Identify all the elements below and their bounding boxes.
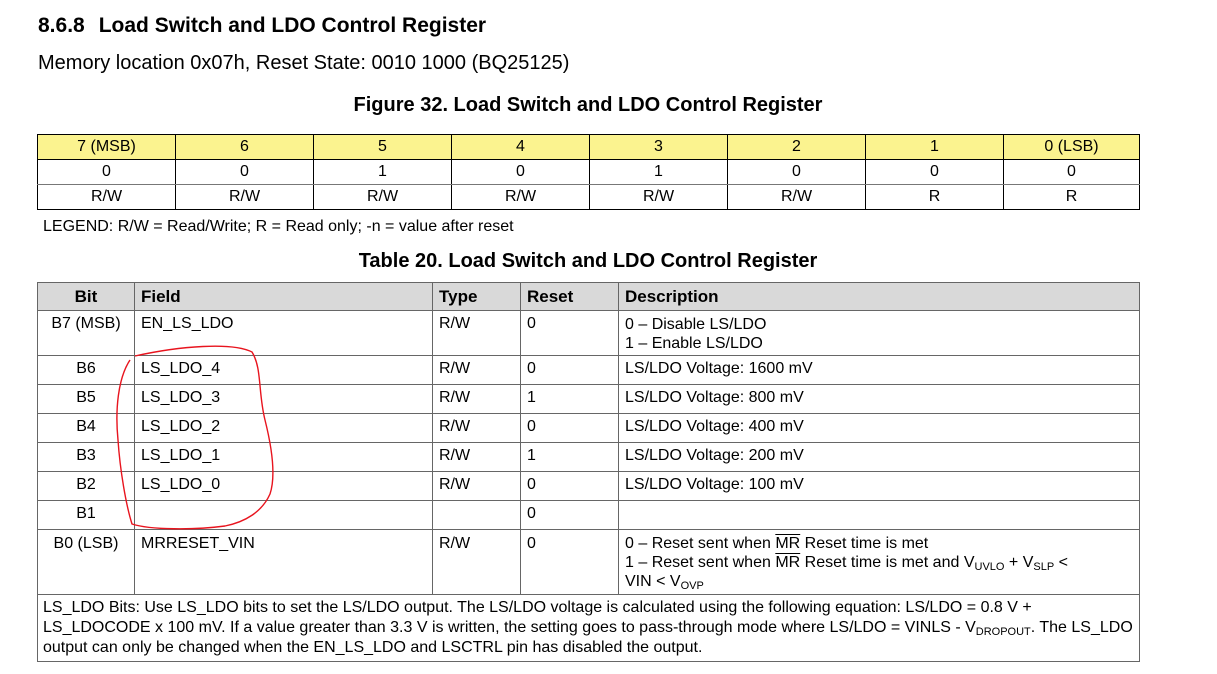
mr-overbar-text: $\overline{MR}$ bbox=[775, 535, 801, 552]
register-access-value: R/W bbox=[314, 185, 452, 210]
register-access-value: R/W bbox=[590, 185, 728, 210]
col-header-bit: Bit bbox=[38, 283, 135, 311]
row-type: R/W bbox=[433, 530, 521, 595]
row-field bbox=[135, 501, 433, 530]
row-description bbox=[619, 530, 1140, 595]
section-title: Load Switch and LDO Control Register bbox=[98, 14, 487, 37]
register-bit-2: 2 bbox=[728, 135, 866, 160]
col-header-reset: Reset bbox=[521, 283, 619, 311]
row-field: LS_LDO_2 bbox=[135, 414, 433, 443]
register-access-value: R/W bbox=[38, 185, 176, 210]
register-reset-value: 1 bbox=[314, 160, 452, 185]
row-field: LS_LDO_3 bbox=[135, 385, 433, 414]
row-description: LS/LDO Voltage: 1600 mV bbox=[619, 356, 1140, 385]
register-bit-header-row bbox=[38, 135, 1140, 160]
row-reset: 0 bbox=[521, 472, 619, 501]
description-line: 1 – Reset sent when $\overline{MR}$ Reset time is met and $V_{UVLO} + V_{SLP}$ < bbox=[625, 554, 1068, 573]
col-header-description: Description bbox=[619, 283, 1140, 311]
table-caption: Table 20. Load Switch and LDO Control Register bbox=[358, 250, 818, 272]
row-description bbox=[619, 311, 1140, 356]
row-bit: B0 (LSB) bbox=[38, 530, 135, 595]
row-bit: B4 bbox=[38, 414, 135, 443]
register-reset-value: 0 bbox=[38, 160, 176, 185]
row-reset: 1 bbox=[521, 385, 619, 414]
table-row bbox=[38, 501, 1140, 530]
table-row bbox=[38, 356, 1140, 385]
register-access-value: R/W bbox=[176, 185, 314, 210]
row-bit: B3 bbox=[38, 443, 135, 472]
row-field: LS_LDO_4 bbox=[135, 356, 433, 385]
register-bit-4: 4 bbox=[452, 135, 590, 160]
description-line: 1 – Enable LS/LDO bbox=[625, 335, 763, 352]
register-bit-5: 5 bbox=[314, 135, 452, 160]
table-row bbox=[38, 385, 1140, 414]
register-reset-value: 1 bbox=[590, 160, 728, 185]
register-bit-1: 1 bbox=[866, 135, 1004, 160]
row-field: EN_LS_LDO bbox=[135, 311, 433, 356]
register-bit-3: 3 bbox=[590, 135, 728, 160]
register-reset-value: 0 bbox=[1004, 160, 1140, 185]
row-description bbox=[619, 501, 1140, 530]
row-type: R/W bbox=[433, 356, 521, 385]
register-bit-6: 6 bbox=[176, 135, 314, 160]
row-bit: B1 bbox=[38, 501, 135, 530]
figure-caption: Figure 32. Load Switch and LDO Control Register bbox=[353, 94, 823, 116]
row-type bbox=[433, 501, 521, 530]
row-reset: 0 bbox=[521, 356, 619, 385]
row-description: LS/LDO Voltage: 800 mV bbox=[619, 385, 1140, 414]
row-description: LS/LDO Voltage: 400 mV bbox=[619, 414, 1140, 443]
row-field: LS_LDO_0 bbox=[135, 472, 433, 501]
description-line: 0 – Reset sent when $\overline{MR}$ Reset time is met bbox=[625, 535, 929, 552]
table-row bbox=[38, 472, 1140, 501]
row-reset: 1 bbox=[521, 443, 619, 472]
section-number: 8.6.8 bbox=[38, 14, 85, 37]
register-bit-0: 0 (LSB) bbox=[1004, 135, 1140, 160]
section-heading bbox=[38, 14, 486, 38]
row-bit: B7 (MSB) bbox=[38, 311, 135, 356]
row-reset: 0 bbox=[521, 530, 619, 595]
register-reset-value: 0 bbox=[452, 160, 590, 185]
table-note-row bbox=[38, 595, 1140, 662]
memory-location-text: Memory location 0x07h, Reset State: 0010 1000 (BQ25125) bbox=[38, 52, 570, 74]
register-reset-row bbox=[38, 160, 1140, 185]
row-reset: 0 bbox=[521, 414, 619, 443]
register-bit-7: 7 (MSB) bbox=[38, 135, 176, 160]
register-access-value: R/W bbox=[452, 185, 590, 210]
col-header-type: Type bbox=[433, 283, 521, 311]
row-type: R/W bbox=[433, 443, 521, 472]
row-description: LS/LDO Voltage: 100 mV bbox=[619, 472, 1140, 501]
row-reset: 0 bbox=[521, 501, 619, 530]
row-bit: B6 bbox=[38, 356, 135, 385]
table-row bbox=[38, 414, 1140, 443]
row-reset: 0 bbox=[521, 311, 619, 356]
row-bit: B2 bbox=[38, 472, 135, 501]
register-access-value: R/W bbox=[728, 185, 866, 210]
register-access-value: R bbox=[1004, 185, 1140, 210]
row-field: LS_LDO_1 bbox=[135, 443, 433, 472]
register-reset-value: 0 bbox=[176, 160, 314, 185]
register-reset-value: 0 bbox=[728, 160, 866, 185]
table-row bbox=[38, 311, 1140, 356]
col-header-field: Field bbox=[135, 283, 433, 311]
table-row bbox=[38, 530, 1140, 595]
register-description-table bbox=[37, 282, 1140, 662]
row-bit: B5 bbox=[38, 385, 135, 414]
row-field: MRRESET_VIN bbox=[135, 530, 433, 595]
row-type: R/W bbox=[433, 414, 521, 443]
description-line: VIN < $V_{OVP}$ bbox=[625, 573, 704, 592]
mr-overbar-text: $\overline{MR}$ bbox=[775, 554, 801, 571]
register-legend: LEGEND: R/W = Read/Write; R = Read only; -n = value after reset bbox=[43, 218, 514, 235]
row-type: R/W bbox=[433, 472, 521, 501]
register-access-row bbox=[38, 185, 1140, 210]
table-row bbox=[38, 443, 1140, 472]
description-line: 0 – Disable LS/LDO bbox=[625, 316, 767, 333]
register-reset-value: 0 bbox=[866, 160, 1004, 185]
register-access-value: R bbox=[866, 185, 1004, 210]
table-header-row bbox=[38, 283, 1140, 311]
row-type: R/W bbox=[433, 311, 521, 356]
row-description: LS/LDO Voltage: 200 mV bbox=[619, 443, 1140, 472]
row-type: R/W bbox=[433, 385, 521, 414]
ls-ldo-note: LS_LDO Bits: Use LS_LDO bits to set the LS/LDO output. The LS/LDO voltage is calculated using the following equation: LS/LDO = 0.8 V + LS_LDOCODE x 100 mV. If a value greater than 3.3 V is written, the setting goes to pass-through mode where LS/LDO = VINLS - $V_{DROPOUT}$. The LS_LDO output can only be changed when the EN_LS_LDO and LSCTRL pin has disabled the output. bbox=[38, 595, 1140, 662]
register-bit-table bbox=[37, 134, 1140, 210]
